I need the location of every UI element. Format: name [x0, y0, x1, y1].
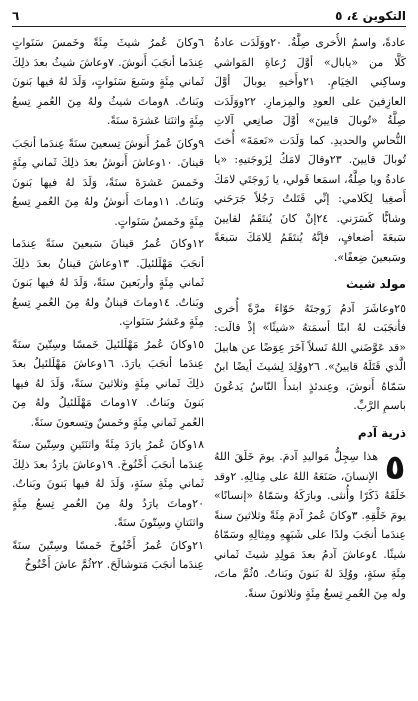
left-column: [12, 33, 204, 701]
paragraph: ٦وكانَ عُمرُ شيثَ مِئَةً وخَمسَ سَنَواتٍ عِندَما أنجَبَ أَنوشَ. ٧وعاشَ شيثُ بعدَ ذلِكَ ثَماني مِئَةٍ وسَبعَ سَنَواتٍ، وَلَدَ لهُ فيها بَنونَ وبَناتٌ. ٨وماتَ شيثُ ولهُ مِنَ العُمرِ تِسعُ مِئَةٍ واثنَتا عَشرَةَ سنَةً.: [12, 36, 204, 127]
page-header: [12, 6, 406, 27]
running-title: التكوين ٤، ٥: [335, 9, 406, 23]
chapter-start: [214, 447, 406, 603]
paragraph: هذا سِجِلُّ مَواليدِ آدمَ. يومَ خَلَقَ اللهُ الإنسانَ، صَنَعَهُ اللهُ على مِثالِهِ. ٢وقد خَلَقَهُ ذَكَرًا وأُنثى. وبارَكَهُ وسَمّاهُ «إنسانًا» يومَ خَلْقِهِ. ٣وكانَ عُمرُ آدمَ مِئَةً وثلاثينَ سنةً عِندَما أنجَبَ ولدًا على شَبَهِهِ ومِثالِهِ وسَمّاهُ شيثًا. ٤وعاشَ آدمُ بعدَ مَولِدِ شيثَ ثَماني مِئَةِ سنَةٍ، ووُلِدَ لهُ بَنونَ وبَناتٌ. ٥ثُمَّ ماتَ، وله مِنَ العُمرِ تِسعُ مِئَةٍ وثلاثونَ سنةً.: [214, 450, 406, 600]
paragraph: عادةً، واسمُ الأُخرى صِلَّةُ. ٢٠ووَلَدَت عادةُ كَلَّا من «يابال» أوَّلَ رُعاةِ المَواشي وساكِني الخِيَامِ. ٢١وأَخيهِ يوبالَ أوَّلَ العازِفينَ على العودِ والمِزمارِ. ٢٢ووَلَدَت صِلَّةُ «تُوبالَ قايينَ» أوَّلَ صانِعي آلاتِ النُّحاسِ والحديدِ. كما وَلَدَت «نَعمَةَ» أُختَ تُوبالَ قايينَ. ٢٣وقالَ لامَكُ لِزَوجَتيهِ: «يا عادةُ ويا صِلَّةُ، اسمَعا قَولي، يا زَوجَتَي لامَكَ أَصغِيا لِكَلامي: إنِّي قَتَلتُ رَجُلاً جَرَحَني وشابًّا كَسَرَني. ٢٤إنْ كانَ يُنتَقَمُ لقايينَ سَبعَةَ أضعافٍ، فإنَّهُ يُنتَقَمُ لِلامَكَ سَبعَةً وسَبعينَ ضِعفًا».: [214, 36, 406, 264]
right-column: [214, 33, 406, 701]
paragraph: ١٨وكانَ عُمرُ يارَدَ مِئَةً واثنَتَينِ وسِتّينَ سنَةً عِندَما أنجَبَ أَخْنُوخَ. ١٩وعاشَ يارَدُ بعدَ ذلِكَ ثَماني مِئَةِ سنَةٍ، وَلَدَ لهُ فيها بَنونَ وبَناتٌ. ٢٠وماتَ يارَدُ ولهُ مِنَ العُمرِ تِسعُ مِئَةٍ واثنَتانِ وسِتّونَ سنَةً.: [12, 438, 204, 529]
text-columns: [12, 33, 406, 701]
chapter-number: ٥: [384, 448, 406, 488]
paragraph: ٢١وكانَ عُمرُ أَخْنُوخَ خَمسًا وسِتّينَ سنَةً عِندَما أنجَبَ مَتوشالَحَ. ٢٢ثُمَّ عاشَ أَخْنُوخُ: [12, 538, 204, 571]
page-number: ٦: [12, 9, 20, 23]
section-heading: مولد شيث: [346, 277, 406, 291]
paragraph: ٩وكانَ عُمرُ أَنوشَ تِسعينَ سنَةً عِندَما أنجَبَ قينانَ. ١٠وعاشَ أَنوشُ بعدَ ذلِكَ ثَماني مِئَةٍ وخَمسَ عَشرَةَ سنَةً، وَلَدَ لهُ فيها بَنونَ وبَناتٌ. ١١وماتَ أَنوشُ ولهُ مِنَ العُمرِ تِسعُ مِئَةٍ وخَمسُ سَنَواتٍ.: [12, 136, 204, 228]
section-heading: ذرية آدم: [357, 425, 406, 440]
paragraph: ٢٥وعاشَرَ آدمُ زَوجتَهُ حَوّاءَ مرَّةً أُخرى فأنجَبَت لهُ ابنًا أسمَتهُ «شيثًا» إذْ قالَت: «قد عَوَّضَني اللهُ نَسلاً آخَرَ عِوَضًا عن هابيلَ الَّذي قَتَلَهُ قايينُ». ٢٦ووُلِدَ لِشيثَ أيضًا ابنٌ سَمّاهُ أَنوشَ، وعِندئذٍ ابتدأَ النّاسُ يَدعُونَ باسمِ الرَّبِّ.: [214, 301, 406, 412]
paragraph: ١٥وكانَ عُمرُ مَهْلَلئيلَ خَمسًا وسِتّينَ سنَةً عِندَما أنجَبَ يارَدَ. ١٦وعاشَ مَهْلَلئيلُ بعدَ ذلِكَ ثَماني مِئَةٍ وثلاثينَ سنَةً، وَلَدَ لهُ فيها بَنونَ وبَناتٌ. ١٧وماتَ مَهْلَلئيلُ ولهُ مِنَ العُمرِ ثَماني مِئَةٍ وخَمسٌ وتِسعونَ سنَةً.: [12, 337, 204, 429]
paragraph: ١٢وكانَ عُمرُ قينانَ سَبعينَ سنَةً عِندَما أنجَبَ مَهْلَلئيلَ. ١٣وعاشَ قينانُ بعدَ ذلِكَ ثَماني مِئَةٍ وأربَعينَ سنَةً، وَلَدَ لهُ فيها بَنونَ وبَناتٌ. ١٤وماتَ قينانُ ولهُ مِنَ العُمرِ تِسعُ مِئَةٍ وعَشرُ سَنَواتٍ.: [12, 237, 204, 328]
